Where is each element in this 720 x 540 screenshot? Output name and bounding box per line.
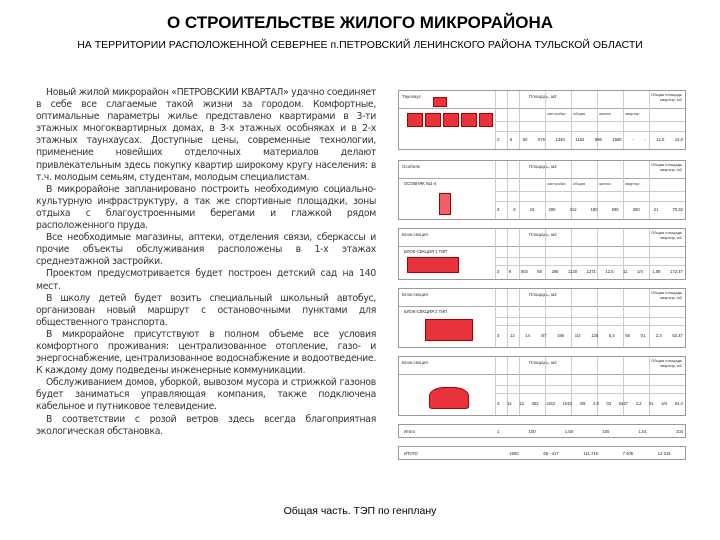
table-type-label: Таунхаус [402,94,421,99]
table-row: 2 6 60 576 1340 1152 696 1580 - - 12,0 12,0 [497,137,683,142]
block-section-3-icon [429,387,469,409]
col-label: общая [573,181,586,186]
townhouse-unit-icon [407,113,423,127]
col-label: застройки [547,181,566,186]
table-row: 1650 65 - 417 111 715 7 406 13 315 [509,451,671,456]
table-row: 3 6 15 290 412 190 590 260 21 70,32 [497,207,683,212]
col-label: жилая [599,111,611,116]
mansion-icon [439,193,451,215]
table-block-section-3 [398,356,686,416]
townhouse-unit-icon [425,113,441,127]
building-label: ОСОБНЯК №1-4 [404,181,437,186]
table-type-label: Блок-секция [402,232,428,237]
paragraph: Обслуживанием домов, уборкой, вывозом мусора и стрижкой газонов будет заниматься управляющая компания, также подключена кабельное и путниковое телевидение. [36,377,376,413]
col-label: общая [573,111,586,116]
table-townhouse [398,90,686,150]
building-label: БЛОК-СЕКЦИЯ 2 ТИП [404,309,448,314]
page-title: О СТРОИТЕЛЬСТВЕ ЖИЛОГО МИКРОРАЙОНА [166,13,554,32]
table-row: 3 12 14 4/7 196 1/2 125 5,4 56 01 2,3 63,47 [497,333,683,338]
block-section-2-icon [425,319,473,341]
table-header [399,357,685,375]
table-area-label: Площадь, м2 [529,360,557,365]
totals-label: Итого [404,429,415,434]
col-label: квартир [625,111,640,116]
table-row: 3 9 603 60 285 1130 1371 12,5 11 1/4 1,08 172,47 [497,269,683,274]
totals-row-2 [398,446,686,460]
table-block-section-1 [398,228,686,280]
table-area-label: Площадь, м2 [529,164,557,169]
table-total-label: Общая площадь квартир, м2 [651,230,682,240]
paragraph: Все необходимые магазины, аптеки, отделения связи, сберкассы и прочие объекты обслуживания расположены в 1-х этажах среднеэтажной застройки. [36,232,376,268]
page-subtitle: НА ТЕРРИТОРИИ РАСПОЛОЖЕННОЙ СЕВЕРНЕЕ п.ПЕТРОВСКИЙ ЛЕНИНСКОГО РАЙОНА ТУЛЬСКОЙ ОБЛАСТИ [77,39,643,51]
paragraph: В соответствии с розой ветров здесь всегда благоприятная экологическая обстановка. [36,413,376,437]
description-text [36,87,376,449]
block-section-1-icon [407,257,459,273]
paragraph: В микрорайоне присутствуют в полном объеме все условия комфортного проживания: централизованное отопление, газо- и энергоснабжение, централизованное водоснабжение и водоотведение. К каждому дому подведены инженерные коммуникации. [36,328,376,377]
townhouse-unit-icon [479,113,493,127]
paragraph: В микрорайоне запланировано построить необходимую социально-культурную инфраструктуру, а так же спортивные площадки, зоны отдыха с благоустроенными берегами и глажкой рядом расположенного пруда. [36,183,376,232]
townhouse-unit-icon [443,113,459,127]
footer-caption: Общая часть. ТЭП по генплану [283,505,437,517]
table-area-label: Площадь, м2 [529,292,557,297]
col-label: квартир [625,181,640,186]
paragraph: Новый жилой микрорайон «ПЕТРОВСКИЙ КВАРТАЛ» удачно соединяет в себе все слагаемые такой жизни за городом. Комфортные, оптимальные параметры жилье представлено квартирами в 3-ти этажных многоквартирных домах, в 3-х этажных особняках и в 2-х этажных таунхаусах. Доступные цены, современные технологии, применение новейших отделочных материалов делают привлекательным здесь покупку квартир широкому кругу населения: в т.ч. молодым семьям, студентам, молодым специалистам. [36,87,376,183]
table-type-label: Блок-секция [402,292,428,297]
paragraph: Проектом предусмотривается будет построен детский сад на 140 мест. [36,268,376,292]
totals-label: ИТОГО [404,451,418,456]
table-area-label: Площадь, м2 [529,94,557,99]
table-total-label: Общая площадь квартир, м2 [651,162,682,172]
table-block-section-2 [398,288,686,348]
table-mansion [398,160,686,220]
col-label: жилая [599,181,611,186]
table-row: 3 12 13 402 1152 1010 4/8 2,8 03 0447 4,2 01 4/4 04,4 [497,401,683,406]
table-header [399,161,685,179]
col-label: застройки [547,111,566,116]
table-total-label: Общая площадь квартир, м2 [651,290,682,300]
table-total-label: Общая площадь квартир, м2 [651,358,682,368]
totals-row-1 [398,424,686,438]
table-header [399,289,685,307]
tep-tables [398,90,686,460]
building-label: БЛОК-СЕКЦИЯ 1 ТИП [404,249,448,254]
table-total-label: Общая площадь квартир, м2 [651,92,682,102]
townhouse-roof-icon [433,97,447,107]
table-header [399,229,685,247]
table-area-label: Площадь, м2 [529,232,557,237]
table-type-label: Особняк [402,164,420,169]
paragraph: В школу детей будет возить специальный школьный автобус, организован новый маршрут с остановочными пунктами для общественного транспорта. [36,292,376,328]
table-type-label: Блок-секция [402,360,428,365]
townhouse-unit-icon [461,113,477,127]
table-row: 1 100 1,50 100 1,01 104 [497,429,683,434]
